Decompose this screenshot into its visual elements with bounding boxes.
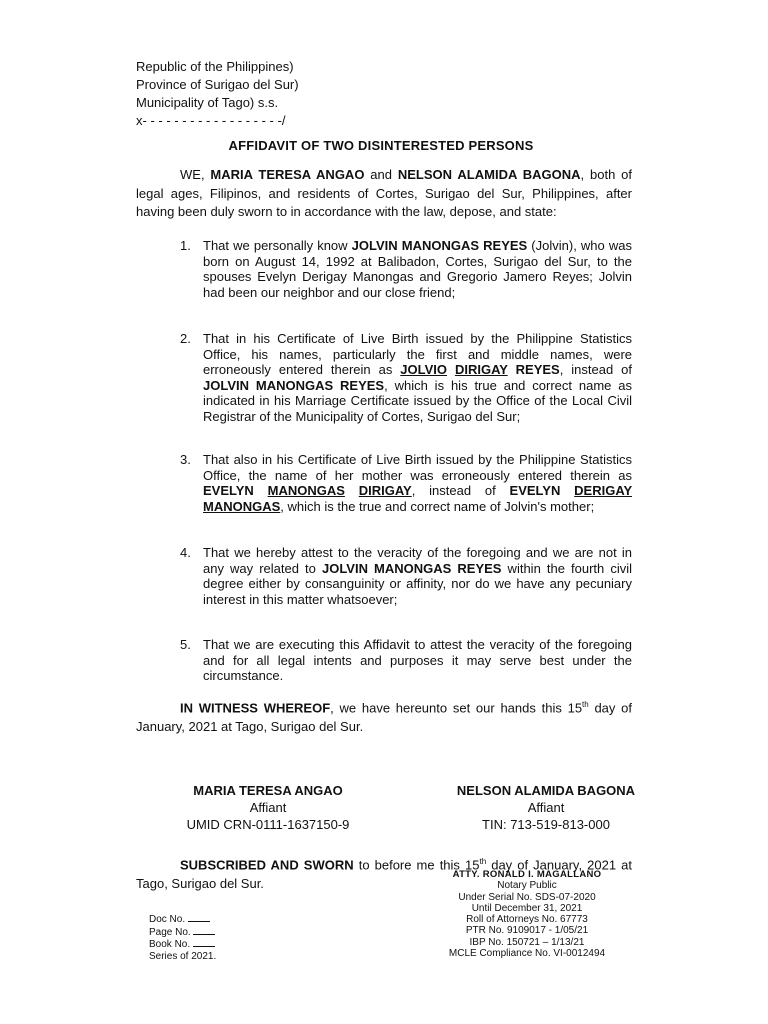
affiant-name: NELSON ALAMIDA BAGONA xyxy=(456,783,636,798)
bold-name: JOLVIN MANONGAS REYES xyxy=(351,238,528,253)
doc-no-label: Doc No. xyxy=(149,914,188,925)
space xyxy=(345,483,359,498)
book-no-blank xyxy=(193,938,215,947)
notary-mcle: MCLE Compliance No. VI-0012494 xyxy=(448,948,606,960)
notary-ptr: PTR No. 9109017 - 1/05/21 xyxy=(465,925,589,937)
statement-number: 4. xyxy=(180,545,191,560)
underlined-name: DERIGAY xyxy=(574,483,632,498)
statement-text xyxy=(203,238,632,300)
notarial-register-block xyxy=(149,913,216,962)
bold-name: JOLVIN MANONGAS REYES xyxy=(321,560,502,576)
underlined-name: DIRIGAY xyxy=(358,483,412,498)
document-title: AFFIDAVIT OF TWO DISINTERESTED PERSONS xyxy=(228,138,534,153)
doc-no-line xyxy=(149,913,216,926)
ordinal-suffix: th xyxy=(479,857,487,866)
statement-text xyxy=(203,545,632,607)
page-no-label: Page No. xyxy=(149,926,194,938)
text-run: (Jolvin), who was born on August 14, 1992 at Balibadon, Cortes, Surigao del Sur, to the spouses Evelyn Derigay Manongas and Gregorio Jamero Reyes; Jolvin had been our neighbor and our close friend; xyxy=(203,238,632,300)
statement-number: 3. xyxy=(180,452,191,467)
text-run: , which is the true and correct name of Jolvin's mother; xyxy=(280,498,595,514)
affiant-name: MARIA TERESA ANGAO xyxy=(193,783,343,798)
text-run: That in his Certificate of Live Birth issued by the Philippine Statistics Office, his names, particularly the first and middle names, were erroneously entered therein as xyxy=(203,331,632,377)
statement-number: 5. xyxy=(180,637,191,652)
notary-roll: Roll of Attorneys No. 67773 xyxy=(466,914,588,926)
affiant-id: UMID CRN-0111-1637150-9 xyxy=(186,817,350,832)
text-run: That we hereby attest to the veracity of the foregoing and we are not in any way related to xyxy=(203,545,632,576)
doc-no-blank xyxy=(188,913,210,922)
text-run: , which is his true and correct name as indicated in his Marriage Certificate issued by the Office of the Local Civil Registrar of the Municipality of Cortes, Surigao del Sur; xyxy=(203,377,633,424)
intro-and: and xyxy=(364,167,398,182)
bold-name: REYES xyxy=(507,362,560,377)
book-no-line xyxy=(149,938,216,951)
page-no-blank xyxy=(193,926,215,935)
text-run: within the fourth civil degree either by consanguinity or affinity, nor do we have any pecuniary interest in this matter whatsoever; xyxy=(203,560,633,607)
underlined-name: DIRIGAY xyxy=(454,362,508,377)
notary-serial: Under Serial No. SDS-07-2020 xyxy=(458,891,596,903)
underlined-name: JOLVIO xyxy=(400,362,447,377)
notary-title: Notary Public xyxy=(497,880,557,892)
text-run: That we personally know xyxy=(203,238,352,253)
statement-text xyxy=(203,452,632,514)
venue-line-province: Province of Surigao del Sur) xyxy=(136,77,299,92)
intro-paragraph xyxy=(136,166,632,222)
intro-we: WE, xyxy=(180,167,211,182)
jurat-heading: SUBSCRIBED AND SWORN xyxy=(180,857,354,873)
text-run: , instead of xyxy=(411,483,510,498)
bold-name: EVELYN xyxy=(509,483,575,498)
affiant-role: Affiant xyxy=(249,800,287,815)
signature-block-affiant-1 xyxy=(148,782,388,833)
text-run: to before me this 15 xyxy=(353,857,480,873)
notary-ibp: IBP No. 150721 – 1/13/21 xyxy=(469,936,585,948)
venue-line-republic: Republic of the Philippines) xyxy=(136,59,294,74)
text-run: , instead of xyxy=(559,362,632,377)
venue-line-municipality: Municipality of Tago) s.s. xyxy=(136,95,279,110)
notary-validity: Until December 31, 2021 xyxy=(471,902,583,914)
ordinal-suffix: th xyxy=(582,700,589,709)
book-no-label: Book No. xyxy=(149,939,193,950)
text-run: That also in his Certificate of Live Birth issued by the Philippine Statistics Office, the name of her mother was erroneously entered therein as xyxy=(203,452,632,483)
document-title-row xyxy=(0,138,768,153)
text-run: day of January, 2021 at Tago, Surigao del Sur. xyxy=(136,857,632,891)
text-run: day of January, 2021 at Tago, Surigao del Sur. xyxy=(136,700,632,734)
series-line: Series of 2021. xyxy=(149,950,217,962)
underlined-name: MANONGAS xyxy=(267,483,345,498)
statement-number: 1. xyxy=(180,238,191,253)
underlined-name: MANONGAS xyxy=(203,498,281,514)
intro-affiant-2: NELSON ALAMIDA BAGONA xyxy=(397,167,581,182)
statement-text xyxy=(203,331,632,424)
bold-name: EVELYN xyxy=(203,483,268,498)
witness-heading: IN WITNESS WHEREOF xyxy=(180,700,331,716)
space xyxy=(447,362,455,377)
affiant-role: Affiant xyxy=(527,800,565,815)
statement-text xyxy=(203,637,632,684)
intro-affiant-1: MARIA TERESA ANGAO xyxy=(210,167,365,182)
statement-number: 2. xyxy=(180,331,191,346)
affiant-id: TIN: 713-519-813-000 xyxy=(482,817,610,832)
witness-paragraph xyxy=(136,696,632,736)
venue-block xyxy=(136,58,299,130)
text-run: , we have hereunto set our hands this 15 xyxy=(330,700,583,716)
bold-name: JOLVIN MANONGAS REYES xyxy=(203,377,385,393)
page-no-line xyxy=(149,926,216,939)
signature-block-affiant-2 xyxy=(426,782,666,833)
text-run: That we are executing this Affidavit to attest the veracity of the foregoing and for all legal intents and purposes it may serve best under the circumstance. xyxy=(203,637,632,683)
venue-line-separator: x- - - - - - - - - - - - - - - - - -/ xyxy=(136,113,286,128)
notary-block xyxy=(412,869,642,959)
notary-name: ATTY. RONALD I. MAGALLANO xyxy=(452,869,602,880)
intro-rest: , both of legal ages, Filipinos, and residents of Cortes, Surigao del Sur, Philippines, after having been duly sworn to in accordance with the law, depose, and state: xyxy=(136,167,633,219)
